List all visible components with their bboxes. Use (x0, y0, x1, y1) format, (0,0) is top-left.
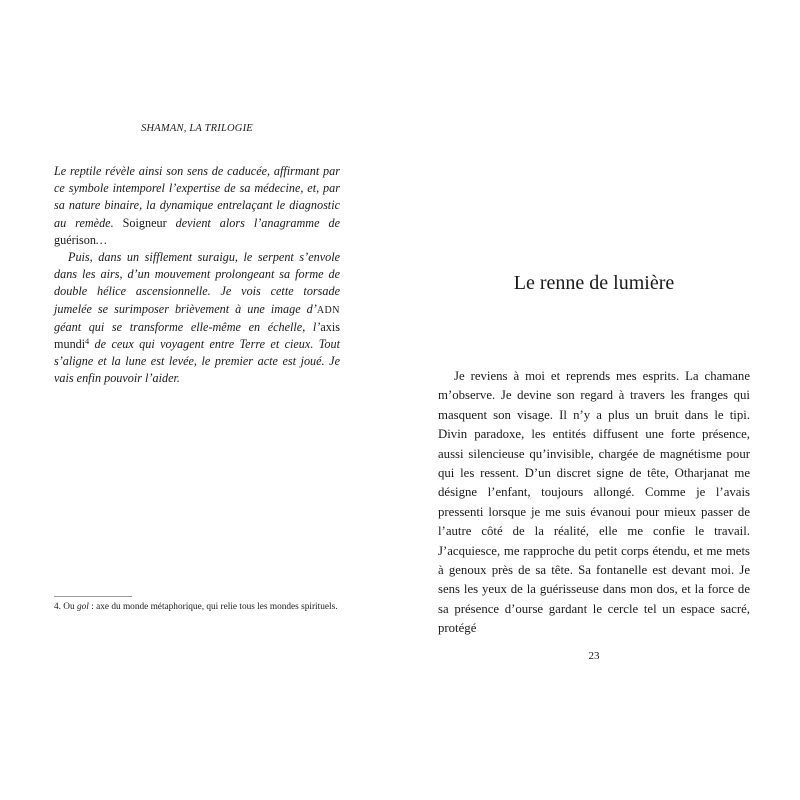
left-page-body (54, 163, 340, 388)
text-segment: Le reptile révèle ainsi son sens de caducée, affirmant par ce symbole intemporel l’expertise de sa médecine, et, par sa nature binaire, la dynamique entrelaçant le diagnostic au remède. (54, 164, 340, 230)
running-head: SHAMAN, LA TRILOGIE (141, 123, 253, 134)
footnote-text: : axe du monde métaphorique, qui relie tous les mondes spirituels. (88, 602, 338, 612)
right-page-body (438, 367, 750, 639)
footnote (54, 601, 340, 613)
text-segment: axis mundi (54, 319, 340, 352)
paragraph-caduceus (54, 163, 340, 249)
paragraph-serpent (54, 249, 340, 388)
text-segment: Soigneur (113, 215, 176, 230)
text-segment: géant qui se transforme elle-même en échelle, l’ (54, 319, 321, 334)
footnote-term: gol (76, 602, 89, 612)
text-segment: devient alors l’anagramme de (175, 215, 340, 230)
text-segment: Puis, dans un sifflement suraigu, le serpent s’envole dans les airs, d’un mouvement prolongeant sa forme de double hélice ascensionnelle. Je vois cette torsade jumelée se surimposer brièvement à une image d’ (54, 250, 340, 316)
text-segment: … (95, 232, 107, 247)
text-segment: de ceux qui voyagent entre Terre et cieux. Tout s’aligne et la lune est levée, le premier acte est joué. Je vais enfin pouvoir l’aider. (54, 337, 340, 386)
paragraph-chapter-opening: Je reviens à moi et reprends mes esprits. La chamane m’observe. Je devine son regard à travers les franges qui masquent son visage. Il n’y a plus un bruit dans le tipi. Divin paradoxe, les entités diffusent une forte présence, aussi silencieuse qu’invisible, chargée de magnétisme pour qui les ressent. D’un discret signe de tête, Otharjanat me désigne l’enfant, toujours allongé. Comme je l’avais pressenti lorsque je me suis évanoui pour mieux passer de l’autre côté de la réalité, elle me confie le travail. J’acquiesce, me rapproche du petit corps étendu, et me mets à genoux près de sa tête. Sa fontanelle est devant moi. Je sens les yeux de la guérisseuse dans mon dos, et la force de sa présence d’ourse gardant le cercle tel un espace sacré, protégé (438, 369, 750, 636)
chapter-title: Le renne de lumière (513, 272, 675, 294)
footnote-prefix: 4. Ou (54, 602, 77, 612)
footnote-divider (54, 596, 132, 597)
right-page (400, 0, 800, 800)
text-segment: guérison (54, 232, 96, 247)
text-segment: ADN (316, 304, 340, 316)
page-number: 23 (588, 650, 600, 662)
footnote-reference[interactable]: 4 (85, 337, 90, 347)
